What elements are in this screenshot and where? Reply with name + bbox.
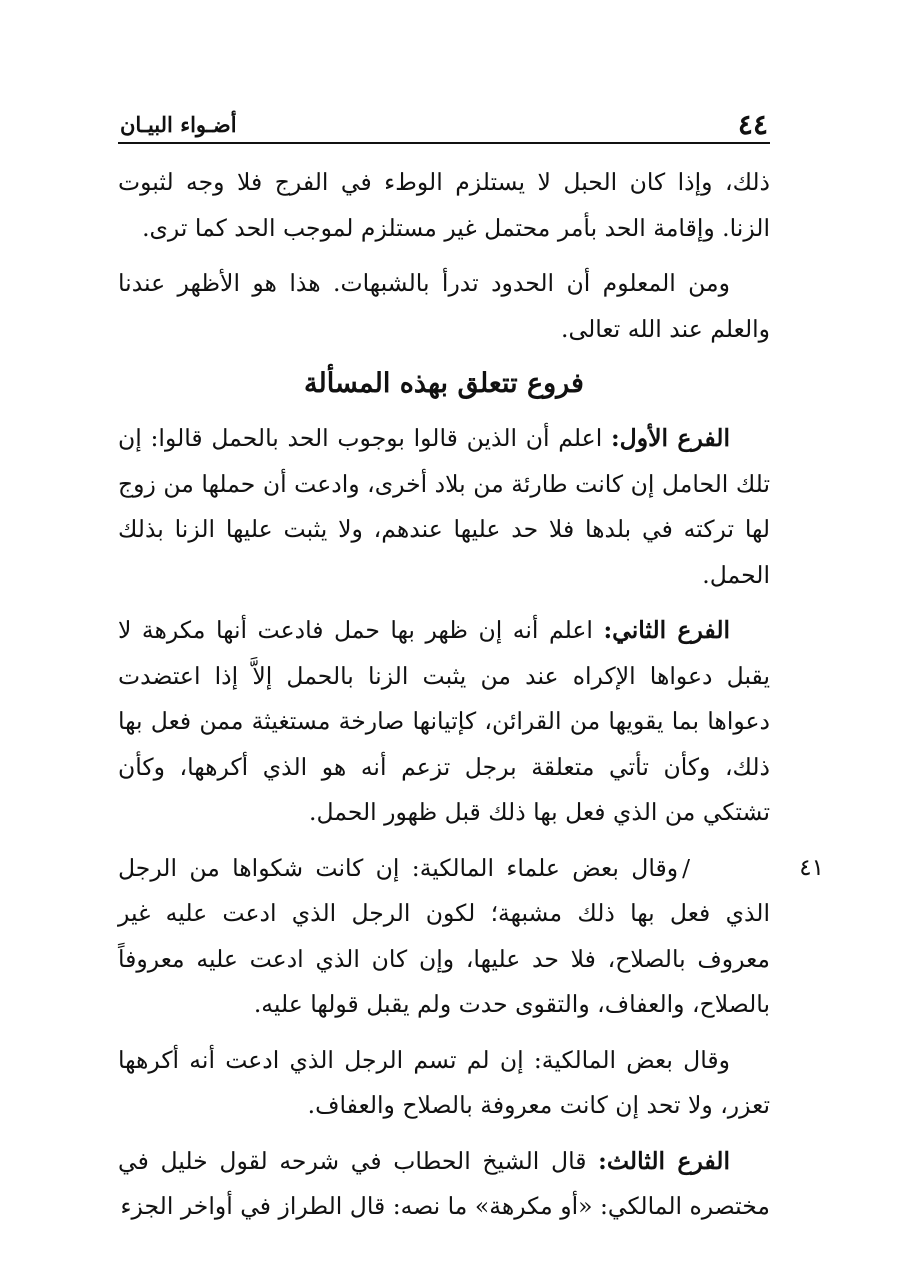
maliki-scholars-text: وقال بعض علماء المالكية: إن كانت شكواها من الرجل الذي فعل بها ذلك مشبهة؛ لكون الرجل الذي ادعت عليه غير معروف بالصلاح، فلا حد عليها، وإن كان الذي ادعت عليه معروفاً بالصلاح، والعفاف، والتقوى حدت ولم يقبل قولها عليه.: [118, 853, 770, 1018]
page-content: [118, 160, 824, 1230]
paragraph-maliki-scholars: [118, 846, 824, 1028]
page-header: [118, 100, 770, 144]
margin-page-reference: ٤١: [799, 854, 824, 881]
paragraph-second-branch: [118, 608, 770, 836]
paragraph-first-branch: [118, 416, 770, 598]
book-page: [118, 100, 824, 1240]
first-branch-text: اعلم أن الذين قالوا بوجوب الحد بالحمل قالوا: إن تلك الحامل إن كانت طارئة من بلاد أخرى، وادعت أن حملها من زوج لها تركته في بلدها فلا حد عليها عندهم، ولا يثبت عليها الزنا بذلك الحمل.: [118, 424, 770, 589]
paragraph-1: ذلك، وإذا كان الحبل لا يستلزم الوطء في الفرج فلا وجه لثبوت الزنا. وإقامة الحد بأمر محتمل غير مستلزم لموجب الحد كما ترى.: [118, 168, 770, 242]
second-branch-label: الفرع الثاني:: [603, 616, 731, 644]
page-number: ٤٤: [737, 108, 768, 141]
second-branch-text: اعلم أنه إن ظهر بها حمل فادعت أنها مكرهة لا يقبل دعواها الإكراه عند من يثبت الزنا بالحمل إلاَّ إذا اعتضدت دعواها بما يقويها من القرائن، كإتيانها صارخة مستغيثة ممن فعل بها ذلك، وكأن تأتي متعلقة برجل تزعم أنه هو الذي أكرهها، وكأن تشتكي من الذي فعل بها ذلك قبل ظهور الحمل.: [118, 616, 770, 826]
paragraph-third-branch: [118, 1139, 770, 1230]
third-branch-text: قال الشيخ الحطاب في شرحه لقول خليل في مختصره المالكي: «أو مكرهة» ما نصه: قال الطراز في أواخر الجزء: [118, 1146, 770, 1220]
book-title: أضـواء البيـان: [120, 112, 237, 137]
third-branch-label: الفرع الثالث:: [598, 1146, 730, 1175]
page-break-marker: /: [682, 853, 690, 882]
section-heading: فروع تتعلق بهذه المسألة: [304, 368, 584, 399]
paragraph-some-malikis: وقال بعض المالكية: إن لم تسم الرجل الذي ادعت أنه أكرهها تعزر، ولا تحد إن كانت معروفة بالصلاح والعفاف.: [118, 1045, 770, 1119]
first-branch-label: الفرع الأول:: [610, 424, 730, 452]
paragraph-2: ومن المعلوم أن الحدود تدرأ بالشبهات. هذا هو الأظهر عندنا والعلم عند الله تعالى.: [118, 269, 770, 343]
